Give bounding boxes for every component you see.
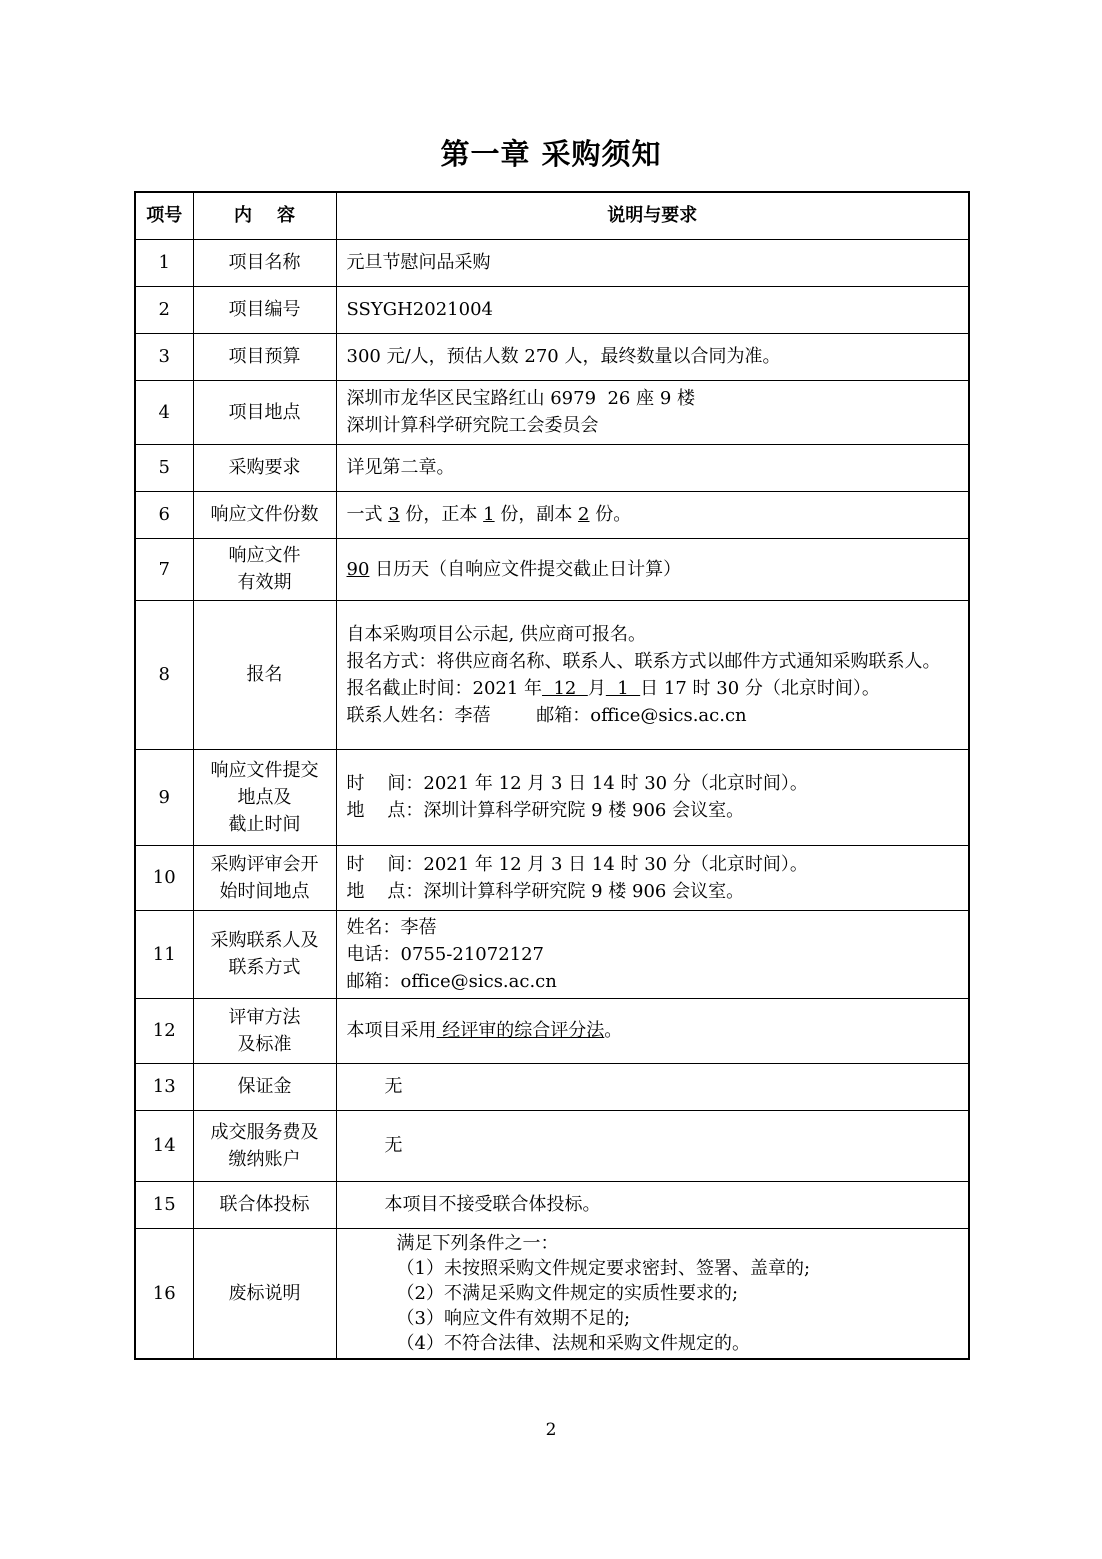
header-desc: 说明与要求 — [336, 192, 969, 239]
content-line — [347, 675, 965, 702]
row-number: 1 — [135, 239, 193, 286]
item-line: 及标准 — [237, 1033, 292, 1055]
content-line: 时 间：2021 年 12 月 3 日 14 时 30 分（北京时间）。 — [346, 773, 808, 794]
item-line: 采购联系人及 — [210, 930, 319, 951]
evaluation-method: 经评审的综合评分法 — [436, 1020, 605, 1041]
content-line: （2）不满足采购文件规定的实质性要求的; — [396, 1282, 739, 1304]
text-part: 本项目采用 — [346, 1020, 437, 1041]
row-number: 4 — [135, 380, 193, 444]
content-line: 深圳计算科学研究院工会委员会 — [346, 415, 599, 436]
row-item: 保证金 — [193, 1063, 336, 1110]
row-item: 联合体投标 — [193, 1181, 336, 1228]
content-line: 报名方式：将供应商名称、联系人、联系方式以邮件方式通知采购联系人。 — [346, 650, 941, 672]
row-content — [336, 600, 969, 749]
table-row — [135, 845, 969, 910]
content-line: 地 点：深圳计算科学研究院 9 楼 906 会议室。 — [346, 800, 745, 821]
row-content — [336, 998, 969, 1063]
table-row — [135, 600, 969, 749]
copies-original: 1 — [483, 504, 495, 525]
row-number: 8 — [135, 600, 193, 749]
row-content — [336, 491, 969, 538]
text-part: 日 17 时 30 分（北京时间）。 — [640, 677, 880, 699]
row-number: 12 — [135, 998, 193, 1063]
table-row — [135, 749, 969, 845]
text-part: 份，正本 — [399, 504, 484, 525]
deadline-day: 1 — [605, 677, 641, 699]
item-line: 始时间地点 — [219, 880, 310, 902]
row-number: 5 — [135, 444, 193, 491]
row-content: 无 — [336, 1110, 969, 1181]
content-line: 地 点：深圳计算科学研究院 9 楼 906 会议室。 — [346, 880, 745, 902]
row-item: 项目预算 — [193, 333, 336, 380]
item-line: 缴纳账户 — [228, 1148, 301, 1170]
content-line: （1）未按照采购文件规定要求密封、签署、盖章的; — [396, 1257, 811, 1279]
row-item: 响应文件份数 — [193, 491, 336, 538]
row-item: 采购要求 — [193, 444, 336, 491]
row-item — [193, 845, 336, 910]
row-item — [193, 998, 336, 1063]
contact-email: 邮箱：office@sics.ac.cn — [346, 970, 557, 992]
row-item: 废标说明 — [193, 1228, 336, 1359]
row-number: 6 — [135, 491, 193, 538]
row-number: 13 — [135, 1063, 193, 1110]
row-number: 10 — [135, 845, 193, 910]
row-number: 11 — [135, 910, 193, 998]
row-content: 元旦节慰问品采购 — [336, 239, 969, 286]
row-content — [336, 538, 969, 600]
row-item: 报名 — [193, 600, 336, 749]
table-row — [135, 380, 969, 444]
page-title: 第一章 采购须知 — [440, 137, 662, 171]
text-part: 份。 — [589, 504, 632, 525]
table-row — [135, 286, 969, 333]
row-item — [193, 1110, 336, 1181]
row-number: 3 — [135, 333, 193, 380]
table-row — [135, 1228, 969, 1359]
item-line: 成交服务费及 — [210, 1121, 319, 1143]
row-number: 16 — [135, 1228, 193, 1359]
item-line: 响应文件提交 — [210, 759, 319, 781]
table-row — [135, 998, 969, 1063]
item-line: 评审方法 — [228, 1006, 301, 1028]
content-line: 时 间：2021 年 12 月 3 日 14 时 30 分（北京时间）。 — [346, 853, 808, 875]
content-line: （4）不符合法律、法规和采购文件规定的。 — [396, 1332, 750, 1354]
table-row — [135, 333, 969, 380]
row-content: 300 元/人，预估人数 270 人，最终数量以合同为准。 — [336, 333, 969, 380]
content-line: 联系人姓名：李蓓 邮箱：office@sics.ac.cn — [346, 704, 747, 726]
contact-phone: 电话：0755-21072127 — [346, 943, 545, 965]
table-row — [135, 1063, 969, 1110]
table-row — [135, 239, 969, 286]
table-row — [135, 1110, 969, 1181]
row-content — [336, 380, 969, 444]
row-number: 15 — [135, 1181, 193, 1228]
copies-total: 3 — [388, 504, 400, 525]
table-row — [135, 444, 969, 491]
item-line: 采购评审会开 — [210, 853, 319, 875]
header-no: 项号 — [135, 192, 193, 239]
row-item: 项目名称 — [193, 239, 336, 286]
table-row — [135, 538, 969, 600]
item-line: 响应文件 — [228, 545, 301, 566]
row-content: 详见第二章。 — [336, 444, 969, 491]
page-number: 2 — [545, 1420, 557, 1440]
row-number: 9 — [135, 749, 193, 845]
row-item: 项目地点 — [193, 380, 336, 444]
content-line: 满足下列条件之一： — [396, 1232, 559, 1254]
row-content — [336, 749, 969, 845]
row-content — [336, 910, 969, 998]
table-row — [135, 910, 969, 998]
item-line: 联系方式 — [228, 957, 301, 978]
content-line: 自本采购项目公示起, 供应商可报名。 — [346, 623, 646, 645]
text-part: 一式 — [346, 504, 389, 525]
item-line: 截止时间 — [228, 813, 301, 835]
row-item — [193, 910, 336, 998]
row-content — [336, 845, 969, 910]
row-item: 项目编号 — [193, 286, 336, 333]
text-part: 报名截止时间：2021 年 — [346, 677, 543, 699]
row-content: 本项目不接受联合体投标。 — [336, 1181, 969, 1228]
text-part: 份，副本 — [494, 504, 579, 525]
row-number: 14 — [135, 1110, 193, 1181]
content-line: （3）响应文件有效期不足的; — [396, 1307, 631, 1329]
row-item — [193, 538, 336, 600]
text-part: 日历天（自响应文件提交截止日计算） — [369, 558, 682, 580]
table-row — [135, 1181, 969, 1228]
deadline-month: 12 — [542, 677, 588, 699]
row-content: 无 — [336, 1063, 969, 1110]
item-line: 有效期 — [237, 572, 292, 593]
validity-days: 90 — [346, 558, 370, 580]
copies-duplicate: 2 — [578, 504, 590, 525]
item-line: 地点及 — [237, 786, 292, 808]
row-content: SSYGH2021004 — [336, 286, 969, 333]
row-number: 7 — [135, 538, 193, 600]
table-header-row — [135, 192, 969, 239]
procurement-notice-table — [134, 191, 970, 1360]
header-item: 内 容 — [193, 192, 336, 239]
row-number: 2 — [135, 286, 193, 333]
contact-name: 姓名：李蓓 — [346, 916, 437, 938]
content-line: 深圳市龙华区民宝路红山 6979 26 座 9 楼 — [346, 388, 695, 409]
text-part: 。 — [604, 1020, 623, 1041]
text-part: 月 — [587, 677, 606, 699]
row-item — [193, 749, 336, 845]
row-content — [336, 1228, 969, 1359]
table-row — [135, 491, 969, 538]
